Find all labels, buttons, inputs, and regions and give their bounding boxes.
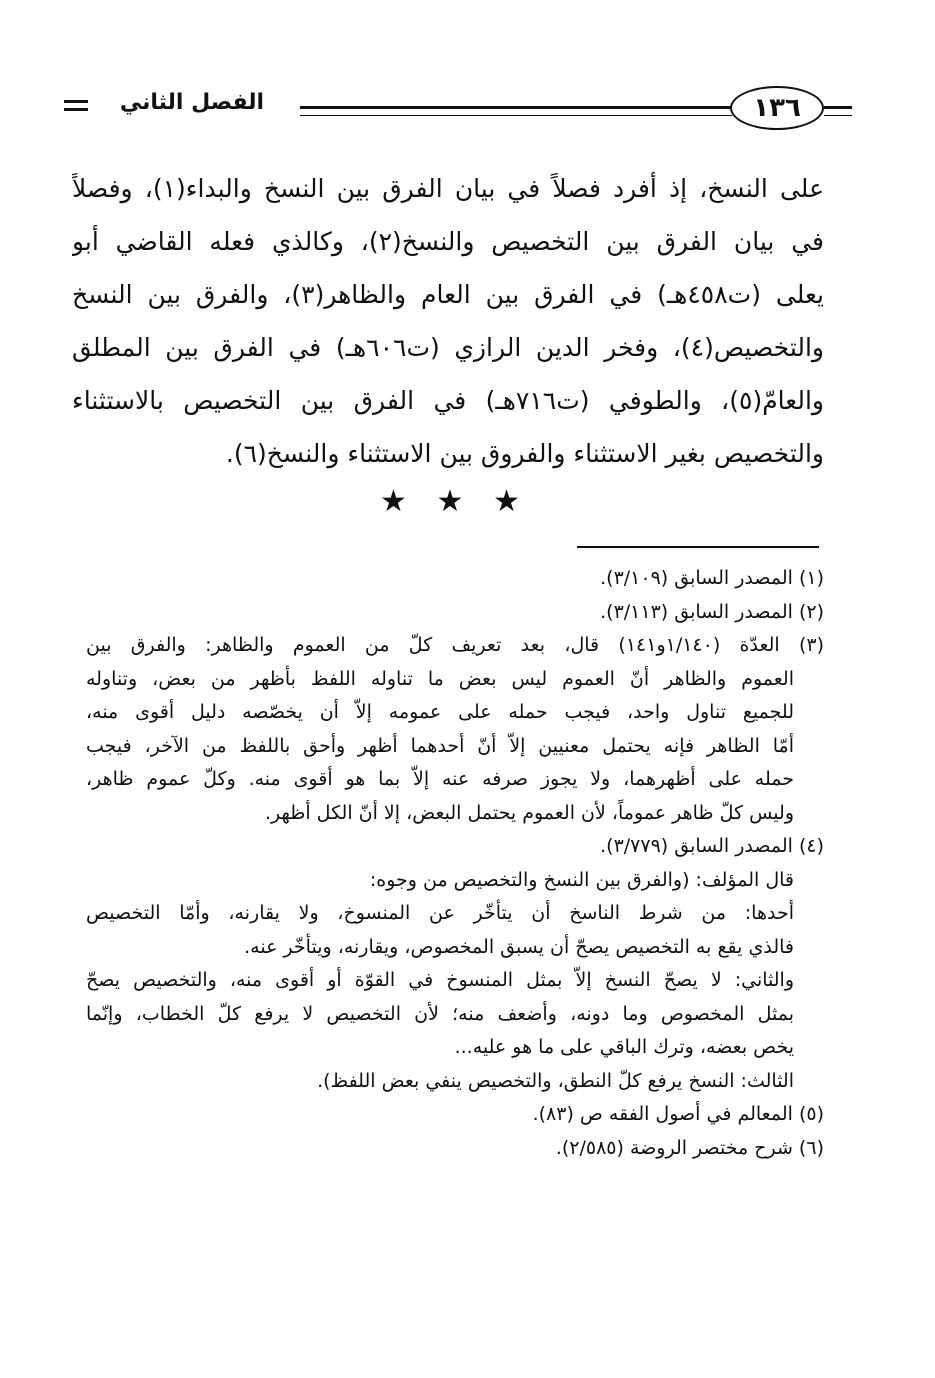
- footnotes: [86, 562, 824, 1165]
- footnote-line: العموم والظاهر أنّ العموم ليس بعض ما تناوله اللفظ بأظهر من بعض، وتناوله: [86, 667, 794, 690]
- footnote-line: (٦) شرح مختصر الروضة (٢/٥٨٥).: [555, 1136, 824, 1159]
- footnote-line: حمله على أظهرهما، ولا يجوز صرفه عنه إلاّ بما هو أقوى منه. وكلّ عموم ظاهر،: [86, 768, 794, 790]
- body-line: على النسخ، إذ أفرد فصلاً في بيان الفرق بين النسخ والبداء(١)، وفصلاً: [72, 174, 824, 203]
- chapter-mark-icon: [64, 100, 88, 111]
- footnote-line: والثاني: لا يصحّ النسخ إلاّ بمثل المنسوخ في القوّة أو أقوى منه، والتخصيص يصحّ: [86, 969, 794, 991]
- footnote-line: فالذي يقع به التخصيص يصحّ أن يسبق المخصوص، ويقارنه، ويتأخّر عنه.: [244, 935, 794, 958]
- footnote-line: (٥) المعالم في أصول الفقه ص (٨٣).: [532, 1103, 824, 1125]
- footnote-line: الثالث: النسخ يرفع كلّ النطق، والتخصيص ينفي بعض اللفظ).: [317, 1069, 794, 1092]
- section-divider: [380, 482, 520, 522]
- header-rule-end: [824, 106, 852, 116]
- footnote-line: يخص بعضه، وترك الباقي على ما هو عليه...: [454, 1036, 794, 1058]
- star-icon: ★: [380, 484, 407, 519]
- page-number: ١٣٦: [730, 86, 824, 130]
- star-icon: ★: [436, 484, 464, 519]
- main-text: [72, 162, 824, 480]
- footnote-line: أمّا الظاهر فإنه يحتمل معنيين إلاّ أنّ أحدهما أظهر وأحق باللفظ من الآخر، فيجب: [86, 734, 794, 757]
- body-line: والتخصيص بغير الاستثناء والفروق بين الاستثناء والنسخ(٦).: [225, 439, 824, 468]
- footnote-line: (٤) المصدر السابق (٣/٧٧٩).: [600, 835, 824, 857]
- body-line: في بيان الفرق بين التخصيص والنسخ(٢)، وكالذي فعله القاضي أبو: [72, 227, 824, 256]
- star-icon: ★: [493, 484, 520, 519]
- body-line: والعامّ(٥)، والطوفي (ت٧١٦هـ) في الفرق بين التخصيص بالاستثناء: [72, 386, 824, 415]
- footnote-line: بمثل المخصوص وما دونه، وأضعف منه؛ لأن التخصيص لا يرفع كلّ الخطاب، وإنّما: [86, 1002, 794, 1025]
- body-line: يعلى (ت٤٥٨هـ) في الفرق بين العام والظاهر(٣)، والفرق بين النسخ: [72, 280, 824, 309]
- footnote-line: أحدها: من شرط الناسخ أن يتأخّر عن المنسوخ، ولا يقارنه، وأمّا التخصيص: [86, 902, 794, 924]
- footnote-line: (٣) العدّة (١/١٤٠و١٤١) قال، بعد تعريف كلّ من العموم والظاهر: والفرق بين: [86, 634, 824, 656]
- body-line: والتخصيص(٤)، وفخر الدين الرازي (ت٦٠٦هـ) في الفرق بين المطلق: [72, 333, 824, 362]
- footnote-line: للجميع تناول واحد، فيجب حمله على عمومه إلاّ أن يخصّصه دليل أقوى منه،: [86, 701, 794, 723]
- chapter-title: الفصل الثاني: [119, 90, 265, 115]
- footnote-separator: [577, 546, 819, 548]
- footnote-line: (١) المصدر السابق (٣/١٠٩).: [600, 567, 824, 589]
- footnote-line: قال المؤلف: (والفرق بين النسخ والتخصيص من وجوه:: [369, 868, 794, 891]
- footnote-line: (٢) المصدر السابق (٣/١١٣).: [600, 600, 824, 623]
- header-rule: [300, 106, 732, 116]
- page-header: [62, 84, 852, 134]
- footnote-line: وليس كلّ ظاهر عموماً، لأن العموم يحتمل البعض، إلا أنّ الكل أظهر.: [264, 801, 794, 824]
